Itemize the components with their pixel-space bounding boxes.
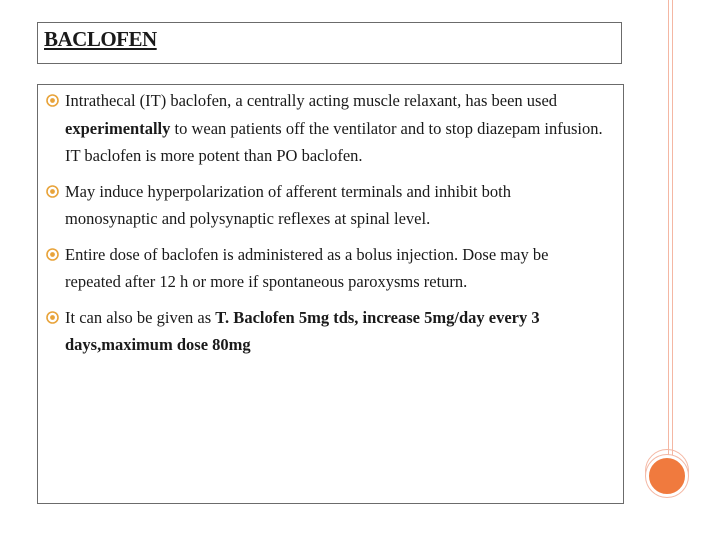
decorative-vertical-line-left	[668, 0, 669, 455]
bullet-text-bold: T. Baclofen 5mg tds, increase 5mg/day every 3 days,maximum dose 80mg	[65, 307, 540, 354]
bullet-text: It can also be given as	[65, 307, 216, 327]
bullet-text-bold: experimentally	[65, 118, 171, 138]
bullet-item	[46, 178, 606, 233]
hollow-diamond-bullet-icon	[46, 94, 59, 107]
hollow-diamond-bullet-icon	[46, 185, 59, 198]
bullet-text: Intrathecal (IT) baclofen, a centrally acting muscle relaxant, has been used	[65, 91, 558, 110]
bullet-text: to wean patients off the ventilator and to stop diazepam infusion. IT baclofen is more potent than PO baclofen.	[65, 118, 603, 165]
hollow-diamond-bullet-icon	[46, 311, 59, 324]
bullet-text: May induce hyperpolarization of afferent terminals and inhibit both monosynaptic and polysynaptic reflexes at spinal level.	[65, 181, 511, 228]
bullet-item	[46, 304, 606, 359]
slide-title: BACLOFEN	[44, 27, 157, 51]
content-box	[37, 84, 624, 504]
decorative-orange-circle	[646, 455, 688, 497]
bullet-item	[46, 87, 606, 170]
bullet-text: Entire dose of baclofen is administered as a bolus injection. Dose may be repeated after 12 h or more if spontaneous paroxysms return.	[65, 244, 549, 291]
decorative-vertical-line-right	[672, 0, 673, 455]
hollow-diamond-bullet-icon	[46, 248, 59, 261]
title-box	[37, 22, 622, 64]
bullet-list	[46, 87, 606, 367]
bullet-item	[46, 241, 606, 296]
